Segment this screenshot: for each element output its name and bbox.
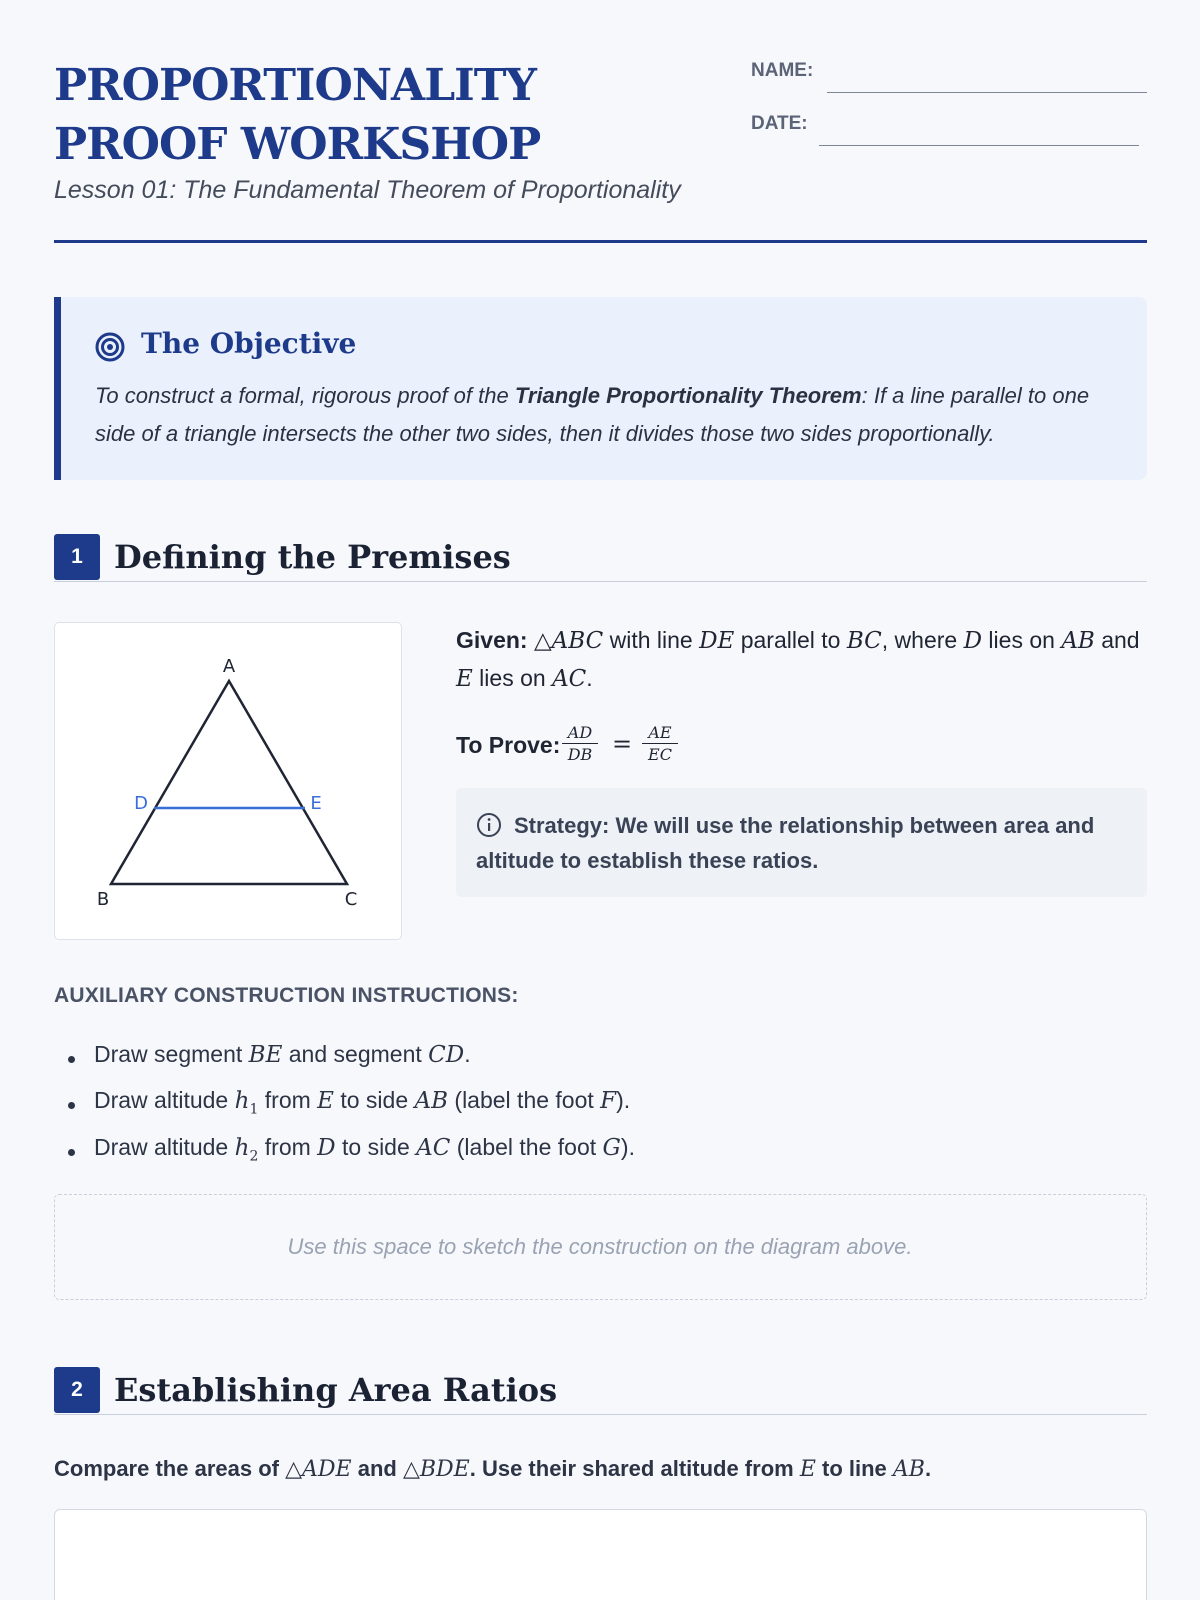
list-item: Draw altitude $h_1$ from E to side AB (label the foot F). xyxy=(54,1087,1054,1127)
objective-text: To construct a formal, rigorous proof of the Triangle Proportionality Theorem: If a line parallel to one side of a triangle intersects the other two sides, then it divides those two sides proportionally. xyxy=(95,383,1090,446)
triangle-diagram xyxy=(54,622,402,940)
target-icon xyxy=(95,332,125,362)
theorem-name: Triangle Proportionality Theorem xyxy=(514,383,862,408)
label-c: C xyxy=(344,889,358,910)
name-field[interactable] xyxy=(827,92,1147,93)
strategy-text: Strategy: We will use the relationship between area and altitude to establish these ratios. xyxy=(476,813,1095,873)
objective-box xyxy=(54,297,1147,480)
given-statement: Given: △ABC with line DE parallel to BC, where D lies on AB and E lies on AC. xyxy=(456,627,1140,692)
objective-title: The Objective xyxy=(141,327,357,360)
strategy-callout xyxy=(456,788,1147,897)
page-title: PROPORTIONALITY PROOF WORKSHOP xyxy=(54,60,541,170)
sketch-hint: Use this space to sketch the construction on the diagram above. xyxy=(287,1234,913,1259)
section-number: 2 xyxy=(54,1367,100,1413)
section-1-header xyxy=(54,534,1147,582)
list-item: Draw altitude $h_2$ from D to side AC (label the foot G). xyxy=(54,1134,1054,1174)
list-item: Draw segment BE and segment CD. xyxy=(54,1041,1054,1081)
section-2-header xyxy=(54,1367,1147,1415)
fraction-ae-ec: AE EC xyxy=(642,723,678,764)
fraction-ad-db: AD DB xyxy=(562,723,598,764)
label-e: E xyxy=(310,793,322,814)
page-subtitle: Lesson 01: The Fundamental Theorem of Proportionality xyxy=(54,176,681,204)
date-field[interactable] xyxy=(819,145,1139,146)
sketch-area[interactable] xyxy=(54,1194,1147,1300)
triangle-abc xyxy=(111,681,347,884)
aux-instructions-heading: AUXILIARY CONSTRUCTION INSTRUCTIONS: xyxy=(54,984,519,1007)
name-label: NAME: xyxy=(751,60,814,81)
date-label: DATE: xyxy=(751,113,808,134)
label-d: D xyxy=(134,793,148,814)
label-b: B xyxy=(96,889,110,910)
answer-box[interactable] xyxy=(54,1509,1147,1600)
section-title: Defining the Premises xyxy=(114,538,511,576)
compare-prompt: Compare the areas of △ADE and △BDE. Use their shared altitude from E to line AB. xyxy=(54,1456,932,1482)
label-a: A xyxy=(222,656,236,677)
section-title: Establishing Area Ratios xyxy=(114,1371,558,1409)
section-number: 1 xyxy=(54,534,100,580)
worksheet-header xyxy=(54,56,1147,243)
